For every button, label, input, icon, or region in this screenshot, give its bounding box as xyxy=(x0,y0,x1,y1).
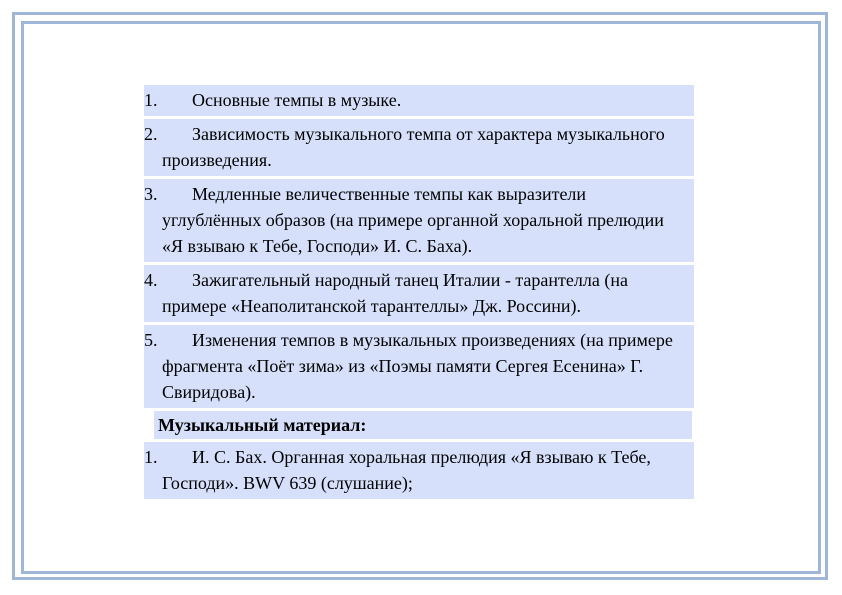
topic-number: 3. xyxy=(144,184,158,204)
topic-text: Основные темпы в музыке. xyxy=(192,90,402,110)
topic-text: Медленные величественные темпы как выразители углублённых образов (на примере органной хоральной прелюдии «Я взываю к Тебе, Господи» И. С. Баха). xyxy=(162,184,664,256)
topic-item-1 xyxy=(144,85,694,116)
topic-number: 4. xyxy=(144,270,158,290)
topic-item-2 xyxy=(144,119,694,176)
topic-number: 5. xyxy=(144,330,158,350)
material-heading: Музыкальный материал: xyxy=(154,411,692,439)
material-item-1 xyxy=(144,442,694,499)
slide-content xyxy=(144,85,694,502)
topic-text: Зависимость музыкального темпа от характера музыкального произведения. xyxy=(162,124,665,170)
topic-item-5 xyxy=(144,325,694,408)
topic-item-4 xyxy=(144,265,694,322)
material-number: 1. xyxy=(144,447,158,467)
topic-number: 2. xyxy=(144,124,158,144)
topic-text: Зажигательный народный танец Италии - тарантелла (на примере «Неаполитанской тарантеллы» Дж. Россини). xyxy=(162,270,628,316)
topic-item-3 xyxy=(144,179,694,262)
topic-text: Изменения темпов в музыкальных произведениях (на примере фрагмента «Поёт зима» из «Поэмы памяти Сергея Есенина» Г. Свиридова). xyxy=(162,330,673,402)
topic-number: 1. xyxy=(144,90,158,110)
material-text: И. С. Бах. Органная хоральная прелюдия «Я взываю к Тебе, Господи». BWV 639 (слушание); xyxy=(162,447,651,493)
